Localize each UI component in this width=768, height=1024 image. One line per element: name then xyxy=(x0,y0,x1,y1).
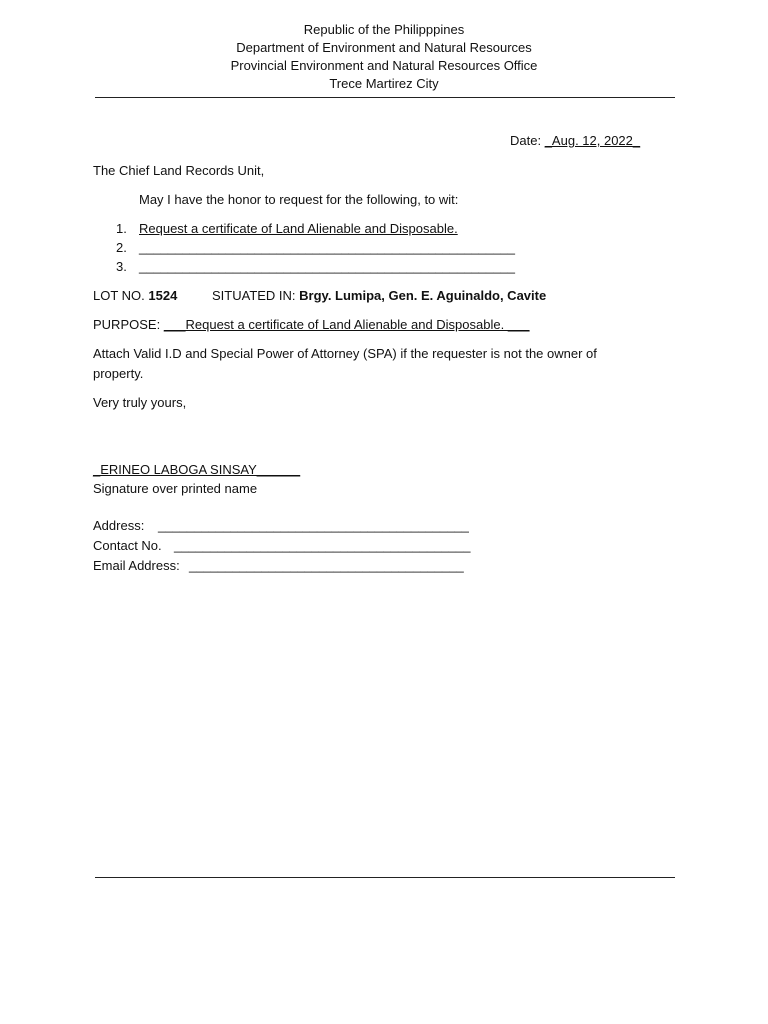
header-city: Trece Martirez City xyxy=(329,76,439,91)
purpose-label: PURPOSE: xyxy=(93,317,161,332)
situated-line xyxy=(212,288,546,303)
signature-caption: Signature over printed name xyxy=(93,481,258,496)
request-number-2: 2. xyxy=(116,240,127,255)
closing: Very truly yours, xyxy=(93,395,187,410)
contact-field: _________________________________________ xyxy=(174,538,471,553)
address-label: Address: xyxy=(93,518,145,533)
date-label: Date: xyxy=(510,133,542,148)
date-line xyxy=(510,133,640,148)
header-department: Department of Environment and Natural Resources xyxy=(236,40,532,55)
address-field: ___________________________________________ xyxy=(158,518,469,533)
lot-line xyxy=(93,288,177,303)
signatory-name: _ERINEO LABOGA SINSAY______ xyxy=(93,462,301,477)
header-divider xyxy=(95,97,675,98)
email-label: Email Address: xyxy=(93,558,180,573)
header-republic: Republic of the Philipppines xyxy=(303,22,465,37)
lot-number: 1524 xyxy=(148,288,178,303)
header-office: Provincial Environment and Natural Resources Office xyxy=(230,58,538,73)
date-value: _Aug. 12, 2022_ xyxy=(544,133,641,148)
lot-label: LOT NO. xyxy=(93,288,145,303)
situated-label: SITUATED IN: xyxy=(212,288,296,303)
attach-note-line-2: property. xyxy=(93,366,144,381)
email-field: ______________________________________ xyxy=(189,558,464,573)
situated-value: Brgy. Lumipa, Gen. E. Aguinaldo, Cavite xyxy=(299,288,547,303)
request-number-1: 1. xyxy=(116,221,127,236)
purpose-value: ___Request a certificate of Land Alienable and Disposable. ___ xyxy=(163,317,530,332)
request-item-1: Request a certificate of Land Alienable and Disposable. xyxy=(139,221,458,236)
request-item-3: ____________________________________________________ xyxy=(139,259,515,274)
attach-note-line-1: Attach Valid I.D and Special Power of Attorney (SPA) if the requester is not the owner of xyxy=(93,346,597,361)
purpose-line xyxy=(93,317,530,332)
request-item-2: ____________________________________________________ xyxy=(139,240,515,255)
intro-text: May I have the honor to request for the following, to wit: xyxy=(139,192,459,207)
request-number-3: 3. xyxy=(116,259,127,274)
contact-label: Contact No. xyxy=(93,538,162,553)
addressee: The Chief Land Records Unit, xyxy=(93,163,265,178)
footer-divider xyxy=(95,877,675,878)
